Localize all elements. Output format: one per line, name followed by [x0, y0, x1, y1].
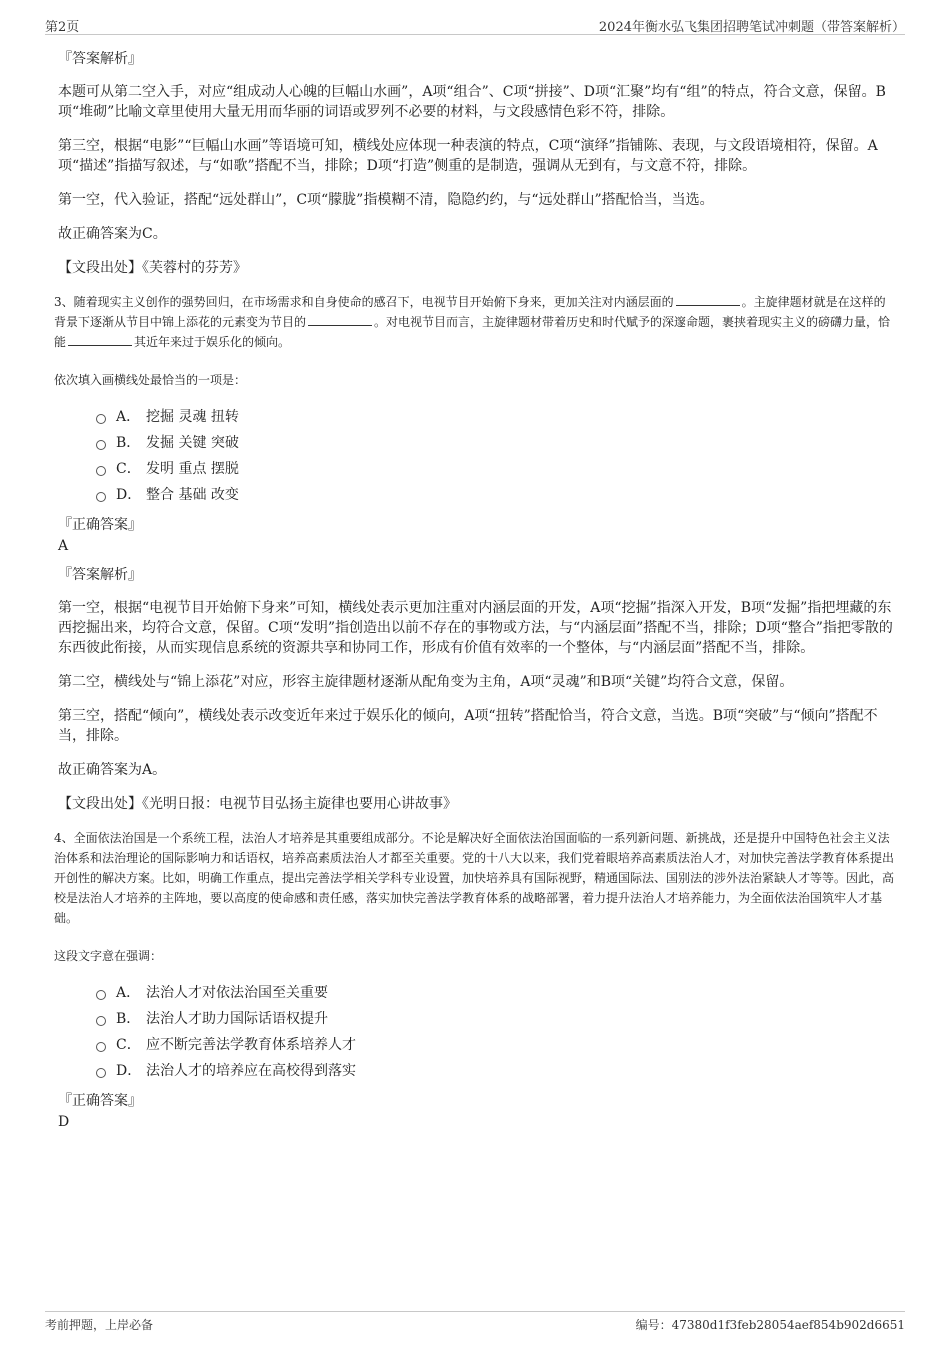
correct-answer: A	[58, 538, 69, 554]
option-text: 法治人才对依法治国至关重要	[146, 985, 328, 1001]
question-text-part: 。对电视节目而言，主旋律题材带着历史和时代赋予的深邃命题，裹挟着现实主义的磅礴力量，恰能	[54, 315, 891, 349]
radio-icon[interactable]	[96, 990, 106, 1000]
page-header	[45, 14, 905, 35]
option-list	[96, 980, 894, 1084]
radio-icon[interactable]	[96, 440, 106, 450]
radio-icon[interactable]	[96, 414, 106, 424]
radio-icon[interactable]	[96, 492, 106, 502]
question-prompt: 依次填入画横线处最恰当的一项是：	[54, 373, 247, 387]
analysis-paragraph: 第一空，代入验证，搭配“远处群山”，C项“朦胧”指模糊不清，隐隐约约，与“远处群山”搭配恰当，当选。	[58, 192, 714, 208]
analysis-paragraph: 第三空，搭配“倾向”，横线处表示改变近年来过于娱乐化的倾向，A项“扭转”搭配恰当，符合文意，当选。B项“突破”与“倾向”搭配不当，排除。	[58, 708, 878, 744]
analysis-paragraph: 本题可从第二空入手，对应“组成动人心魄的巨幅山水画”，A项“组合”、C项“拼接”、D项“汇聚”均有“组”的特点，符合文意，保留。B项“堆砌”比喻文章里使用大量无用而华丽的词语或罗列不必要的材料，与文段感情色彩不符，排除。	[58, 84, 886, 120]
option-text: 挖掘 灵魂 扭转	[146, 409, 239, 425]
option-letter: B．	[116, 1011, 141, 1027]
document-code: 编号：47380d1f3feb28054aef854b902d6651	[635, 1318, 905, 1332]
option-c[interactable]	[96, 456, 894, 482]
option-text: 应不断完善法学教育体系培养人才	[146, 1037, 356, 1053]
option-letter: A．	[116, 409, 141, 425]
option-letter: D．	[116, 1063, 142, 1079]
analysis-tag: 『答案解析』	[58, 51, 142, 67]
option-text: 法治人才助力国际话语权提升	[146, 1011, 328, 1027]
analysis-paragraph: 第二空，横线处与“锦上添花”对应，形容主旋律题材逐渐从配角变为主角，A项“灵魂”和B项“关键”均符合文意，保留。	[58, 674, 794, 690]
option-c[interactable]	[96, 1032, 894, 1058]
question-prompt: 这段文字意在强调：	[54, 949, 163, 963]
fill-blank	[676, 293, 740, 306]
source-citation: 【文段出处】《光明日报：电视节目弘扬主旋律也要用心讲故事》	[58, 796, 457, 812]
option-text: 整合 基础 改变	[146, 487, 239, 503]
document-title: 2024年衡水弘飞集团招聘笔试冲刺题（带答案解析）	[598, 20, 905, 35]
option-text: 法治人才的培养应在高校得到落实	[146, 1063, 356, 1079]
radio-icon[interactable]	[96, 1042, 106, 1052]
fill-blank	[68, 333, 132, 346]
option-d[interactable]	[96, 482, 894, 508]
analysis-paragraph: 第一空，根据“电视节目开始俯下身来”可知，横线处表示更加注重对内涵层面的开发，A项“挖掘”指深入开发，B项“发掘”指把埋藏的东西挖掘出来，均符合文意，保留。C项“发明”指创造出以前不存在的事物或方法，与“内涵层面”搭配不当，排除；D项“整合”指把零散的东西彼此衔接，从而实现信息系统的资源共享和协同工作，形成有价值有效率的一个整体，与“内涵层面”搭配不当，排除。	[58, 600, 893, 656]
analysis-tag: 『答案解析』	[58, 567, 142, 583]
analysis-paragraph: 故正确答案为A。	[58, 762, 167, 778]
option-a[interactable]	[96, 404, 894, 430]
option-text: 发掘 关键 突破	[146, 435, 239, 451]
question-4-text: 4、全面依法治国是一个系统工程，法治人才培养是其重要组成部分。不论是解决好全面依法治国面临的一系列新问题、新挑战，还是提升中国特色社会主义法治体系和法治理论的国际影响力和话语权，培养高素质法治人才都至关重要。党的十八大以来，我们党着眼培养高素质法治人才，对加快完善法学教育体系提出开创性的解决方案。比如，明确工作重点，提出完善法学相关学科专业设置，加快培养具有国际视野，精通国际法、国别法的涉外法治紧缺人才等等。因此，高校是法治人才培养的主阵地，要以高度的使命感和责任感，落实加快完善法学教育体系的战略部署，着力提升法治人才培养能力，为全面依法治国筑牢人才基础。	[54, 831, 895, 925]
fill-blank	[308, 313, 372, 326]
question-text-part: 。主旋律题材就是在这样的背景下逐渐从节目中锦上添花的元素变为节目的	[54, 295, 886, 329]
radio-icon[interactable]	[96, 466, 106, 476]
correct-answer-tag: 『正确答案』	[58, 517, 142, 533]
question-3-text	[54, 292, 894, 352]
analysis-paragraph: 第三空，根据“电影”“巨幅山水画”等语境可知，横线处应体现一种表演的特点，C项“演绎”指铺陈、表现，与文段语境相符，保留。A项“描述”指描写叙述，与“如歌”搭配不当，排除；D项“打造”侧重的是制造，强调从无到有，与文意不符，排除。	[58, 138, 878, 174]
analysis-paragraph: 故正确答案为C。	[58, 226, 167, 242]
question-text-part: 3、随着现实主义创作的强势回归，在市场需求和自身使命的感召下，电视节目开始俯下身来，更加关注对内涵层面的	[54, 295, 674, 309]
page-number: 第2页	[45, 20, 80, 35]
option-d[interactable]	[96, 1058, 894, 1084]
option-letter: D．	[116, 487, 142, 503]
option-letter: A．	[116, 985, 141, 1001]
option-a[interactable]	[96, 980, 894, 1006]
option-b[interactable]	[96, 430, 894, 456]
document-body	[56, 42, 894, 1140]
option-letter: C．	[116, 461, 141, 477]
footer-slogan: 考前押题，上岸必备	[45, 1318, 154, 1332]
option-list	[96, 404, 894, 508]
radio-icon[interactable]	[96, 1016, 106, 1026]
option-letter: C．	[116, 1037, 141, 1053]
radio-icon[interactable]	[96, 1068, 106, 1078]
option-letter: B．	[116, 435, 141, 451]
correct-answer-tag: 『正确答案』	[58, 1093, 142, 1109]
question-text-part: 其近年来过于娱乐化的倾向。	[134, 335, 291, 349]
page-footer	[45, 1311, 905, 1334]
source-citation: 【文段出处】《芙蓉村的芬芳》	[58, 260, 247, 276]
option-text: 发明 重点 摆脱	[146, 461, 239, 477]
option-b[interactable]	[96, 1006, 894, 1032]
correct-answer: D	[58, 1114, 70, 1130]
